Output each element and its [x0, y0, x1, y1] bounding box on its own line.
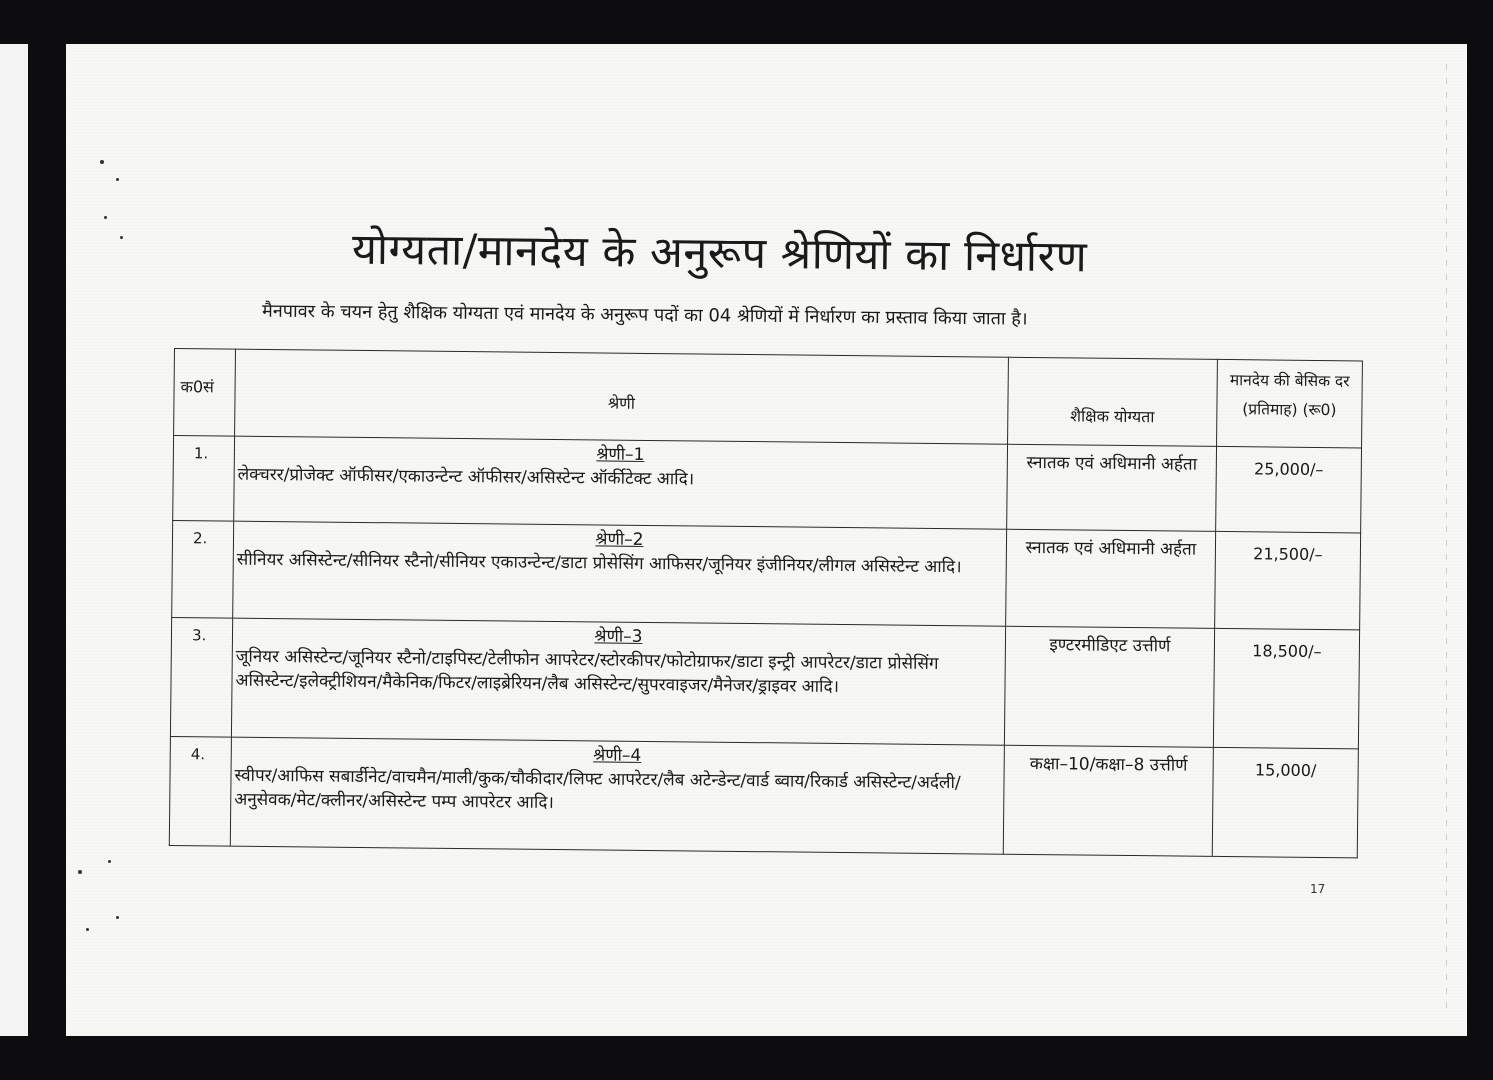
page-title: योग्यता/मानदेय के अनुरूप श्रेणियों का निर्धारण: [351, 224, 1088, 283]
category-table: [169, 348, 1363, 858]
scan-speck: [108, 860, 111, 863]
scan-speck: [120, 236, 123, 239]
row-serial: 4.: [169, 736, 231, 846]
row-serial: 3.: [170, 617, 232, 737]
table-row: [173, 436, 1362, 533]
row-qualification: इण्टरमीडिएट उत्तीर्ण: [1004, 626, 1214, 747]
scanned-document-page: [66, 44, 1467, 1036]
row-category: [230, 737, 1004, 854]
header-category: श्रेणी: [235, 349, 1009, 444]
row-pay: 15,000/: [1212, 747, 1358, 858]
row-category: [234, 436, 1008, 529]
adjacent-page-edge: [0, 44, 28, 1036]
row-serial: 1.: [173, 436, 235, 522]
row-pay: 18,500/–: [1213, 628, 1359, 749]
category-posts: लेक्चरर/प्रोजेक्ट ऑफीसर/एकाउन्टेन्ट ऑफीसर/असिस्टेन्ट ऑर्कीटेक्ट आदि।: [237, 464, 695, 490]
category-name: श्रेणी–2: [595, 529, 644, 550]
category-table-container: [169, 348, 1363, 858]
scan-speck: [116, 916, 119, 919]
row-qualification: स्नातक एवं अधिमानी अर्हता: [1006, 529, 1216, 628]
table-row: [169, 736, 1358, 857]
row-qualification: कक्षा–10/कक्षा–8 उत्तीर्ण: [1003, 745, 1213, 856]
scan-speck: [100, 160, 104, 164]
row-category: [231, 618, 1005, 745]
scan-edge-line: [1446, 64, 1447, 1014]
table-header-row: [174, 349, 1363, 448]
scan-speck: [116, 178, 119, 181]
row-category: [233, 521, 1007, 626]
header-pay: मानदेय की बेसिक दर (प्रतिमाह) (रू0): [1217, 359, 1363, 448]
page-number: 17: [1310, 882, 1326, 896]
header-serial: क0सं: [174, 349, 236, 437]
row-serial: 2.: [172, 520, 234, 618]
row-qualification: स्नातक एवं अधिमानी अर्हता: [1007, 444, 1217, 531]
scan-speck: [78, 870, 82, 874]
category-posts: सीनियर असिस्टेन्ट/सीनियर स्टैनो/सीनियर एकाउन्टेन्ट/डाटा प्रोसेसिंग आफिसर/जूनियर इंजीनियर/लीगल असिस्टेन्ट आदि।: [236, 549, 962, 578]
category-posts: जूनियर असिस्टेन्ट/जूनियर स्टैनो/टाइपिस्ट/टेलीफोन आपरेटर/स्टोरकीपर/फोटोग्राफर/डाटा इन्ट्री आपरेटर/डाटा प्रोसेसिंग असिस्टेन्ट/इलेक्ट्रीशियन/मैकेनिक/फिटर/लाइब्रेरियन/लैब असिस्टेन्ट/सुपरवाइजर/मैनेजर/ड्राइवर आदि।: [235, 646, 939, 697]
category-name: श्रेणी–4: [593, 745, 642, 766]
scan-speck: [86, 928, 89, 931]
intro-paragraph: मैनपावर के चयन हेतु शैक्षिक योग्यता एवं मानदेय के अनुरूप पदों का 04 श्रेणियों में निर्धारण का प्रस्ताव किया जाता है।: [261, 300, 1028, 330]
category-posts: स्वीपर/आफिस सबार्डीनेट/वाचमैन/माली/कुक/चौकीदार/लिफ्ट आपरेटर/लैब अटेन्डेन्ट/वार्ड ब्वाय/रिकार्ड असिस्टेन्ट/अर्दली/अनुसेवक/मेट/क्लीनर/असिस्टेन्ट पम्प आपरेटर आदि।: [234, 765, 961, 814]
table-row: [172, 520, 1361, 629]
row-pay: 21,500/–: [1215, 531, 1361, 630]
row-pay: 25,000/–: [1216, 446, 1362, 533]
category-name: श्रेणी–3: [594, 626, 643, 647]
category-name: श्रेणी–1: [596, 444, 645, 465]
scan-speck: [104, 216, 107, 219]
header-qualification: शैक्षिक योग्यता: [1008, 357, 1218, 446]
table-row: [170, 617, 1359, 748]
